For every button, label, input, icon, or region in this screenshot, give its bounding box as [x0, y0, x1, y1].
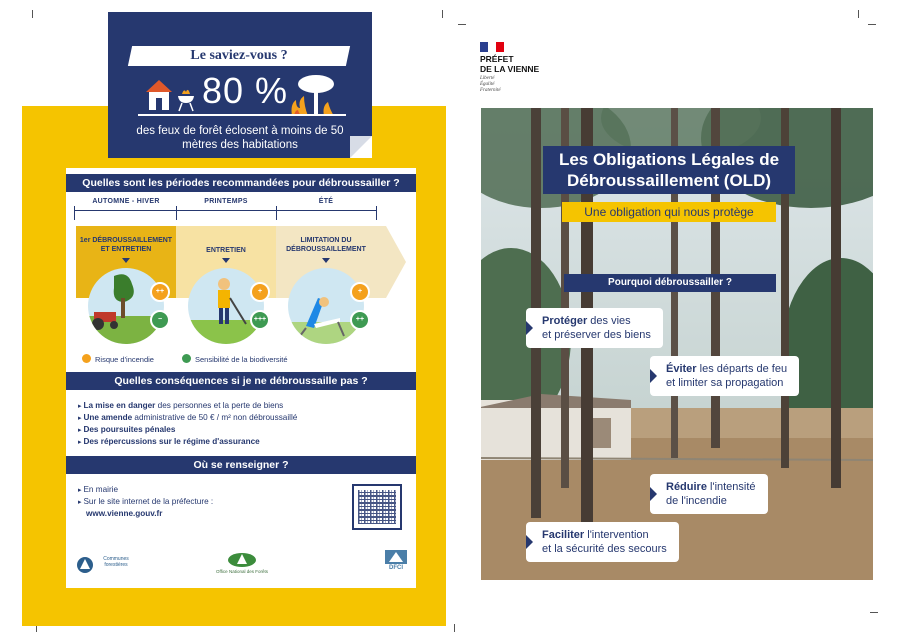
fire-risk-badge: +	[250, 282, 270, 302]
onf-logo: Office National des Forêts	[212, 552, 272, 574]
qr-code-pattern	[358, 490, 396, 524]
timeline-tick	[74, 206, 75, 220]
timeline-tick	[176, 206, 177, 220]
list-item: ▸ Une amende administrative de 50 € / m² non débroussaillé	[78, 412, 297, 424]
crop-mark	[458, 24, 466, 25]
season-autumn-winter: AUTOMNE - HIVER	[92, 198, 160, 205]
info-list	[78, 484, 213, 508]
clearing-illustration	[88, 268, 164, 344]
fire-risk-badge: +	[350, 282, 370, 302]
stage-first-clearing: 1er DÉBROUSSAILLEMENT ET ENTRETIEN	[79, 237, 173, 253]
dfci-logo-icon	[385, 550, 407, 564]
legend-fire	[82, 354, 154, 364]
communes-logo-icon	[76, 556, 94, 574]
ground-line	[138, 114, 346, 116]
house-icon	[144, 76, 174, 112]
timeline-tick	[276, 206, 277, 220]
crop-mark	[442, 10, 443, 18]
stage-arrow-icon	[322, 258, 330, 263]
fire-statistic-text: des feux de forêt éclosent à moins de 50 mètres des habitations	[136, 125, 344, 151]
old-subtitle: Une obligation qui nous protège	[562, 202, 776, 222]
biodiversity-badge: −	[150, 310, 170, 330]
communes-forestieres-logo: Communes forestières	[76, 556, 136, 574]
consequences-list	[78, 400, 297, 448]
prefecture-website-link[interactable]: www.vienne.gouv.fr	[86, 509, 163, 518]
biodiversity-badge: +++	[250, 310, 270, 330]
season-timeline	[74, 210, 376, 211]
stage-arrow-icon	[222, 258, 230, 263]
did-you-know-heading-box	[128, 46, 350, 66]
info-title: Où se renseigner ?	[66, 456, 416, 474]
stage-arrow-icon	[122, 258, 130, 263]
onf-logo-icon	[227, 552, 257, 568]
reason-facilitate: Faciliter l'intervention et la sécurité des secours	[526, 522, 679, 562]
legend-fire-label: Risque d'incendie	[95, 355, 154, 364]
list-item: ▸ En mairie	[78, 484, 213, 496]
season-summer: ÉTÉ	[318, 198, 334, 205]
list-item: ▸ Des répercussions sur le régime d'assurance	[78, 436, 297, 448]
timeline-tick	[376, 206, 377, 220]
crop-mark	[858, 10, 859, 18]
tractor-icon	[88, 268, 164, 344]
leaf-icon	[182, 354, 191, 363]
crop-mark	[870, 612, 878, 613]
page-fold	[350, 136, 372, 158]
season-spring: PRINTEMPS	[204, 198, 248, 205]
deckchair-icon	[288, 268, 364, 344]
why-clear-heading: Pourquoi débroussailler ?	[564, 274, 776, 292]
burning-tree-icon	[286, 72, 338, 118]
crop-mark	[868, 24, 876, 25]
list-item: ▸ Sur le site internet de la préfecture :	[78, 496, 213, 508]
qr-code[interactable]	[352, 484, 402, 530]
limitation-illustration	[288, 268, 364, 344]
did-you-know-banner	[108, 12, 372, 158]
legend-bio-label: Sensibilité de la biodiversité	[195, 355, 288, 364]
list-item: ▸ Des poursuites pénales	[78, 424, 297, 436]
biodiversity-badge: ++	[350, 310, 370, 330]
maintenance-illustration	[188, 268, 264, 344]
republic-motto: Liberté Égalité Fraternité	[480, 76, 501, 93]
reason-reduce: Réduire l'intensité de l'incendie	[650, 474, 768, 514]
percentage-value: 80 %	[202, 70, 289, 111]
stage-limitation: LIMITATION DU DÉBROUSSAILLEMENT	[286, 237, 366, 253]
crop-mark	[454, 624, 455, 632]
reason-protect: Protéger des vies et préserver des biens	[526, 308, 663, 348]
crop-mark	[32, 10, 33, 18]
list-item: ▸ La mise en danger des personnes et la perte de biens	[78, 400, 297, 412]
old-title: Les Obligations Légales de Débroussaillement (OLD)	[543, 146, 795, 194]
fire-risk-badge: ++	[150, 282, 170, 302]
reason-avoid: Éviter les départs de feu et limiter sa propagation	[650, 356, 799, 396]
prefect-name: PRÉFET DE LA VIENNE	[480, 54, 540, 74]
did-you-know-heading: Le saviez-vous ?	[190, 48, 288, 63]
consequences-title: Quelles conséquences si je ne débroussaille pas ?	[66, 372, 416, 390]
legend-biodiversity	[182, 354, 288, 364]
fire-icon	[82, 354, 91, 363]
dfci-logo: DFCI	[384, 550, 408, 571]
periods-title: Quelles sont les périodes recommandées pour débroussailler ?	[66, 174, 416, 192]
gardener-icon	[188, 268, 264, 344]
barbecue-icon	[176, 86, 196, 112]
information-card	[66, 168, 416, 588]
marianne-logo-icon	[480, 42, 504, 52]
stage-maintenance: ENTRETIEN	[206, 247, 246, 254]
